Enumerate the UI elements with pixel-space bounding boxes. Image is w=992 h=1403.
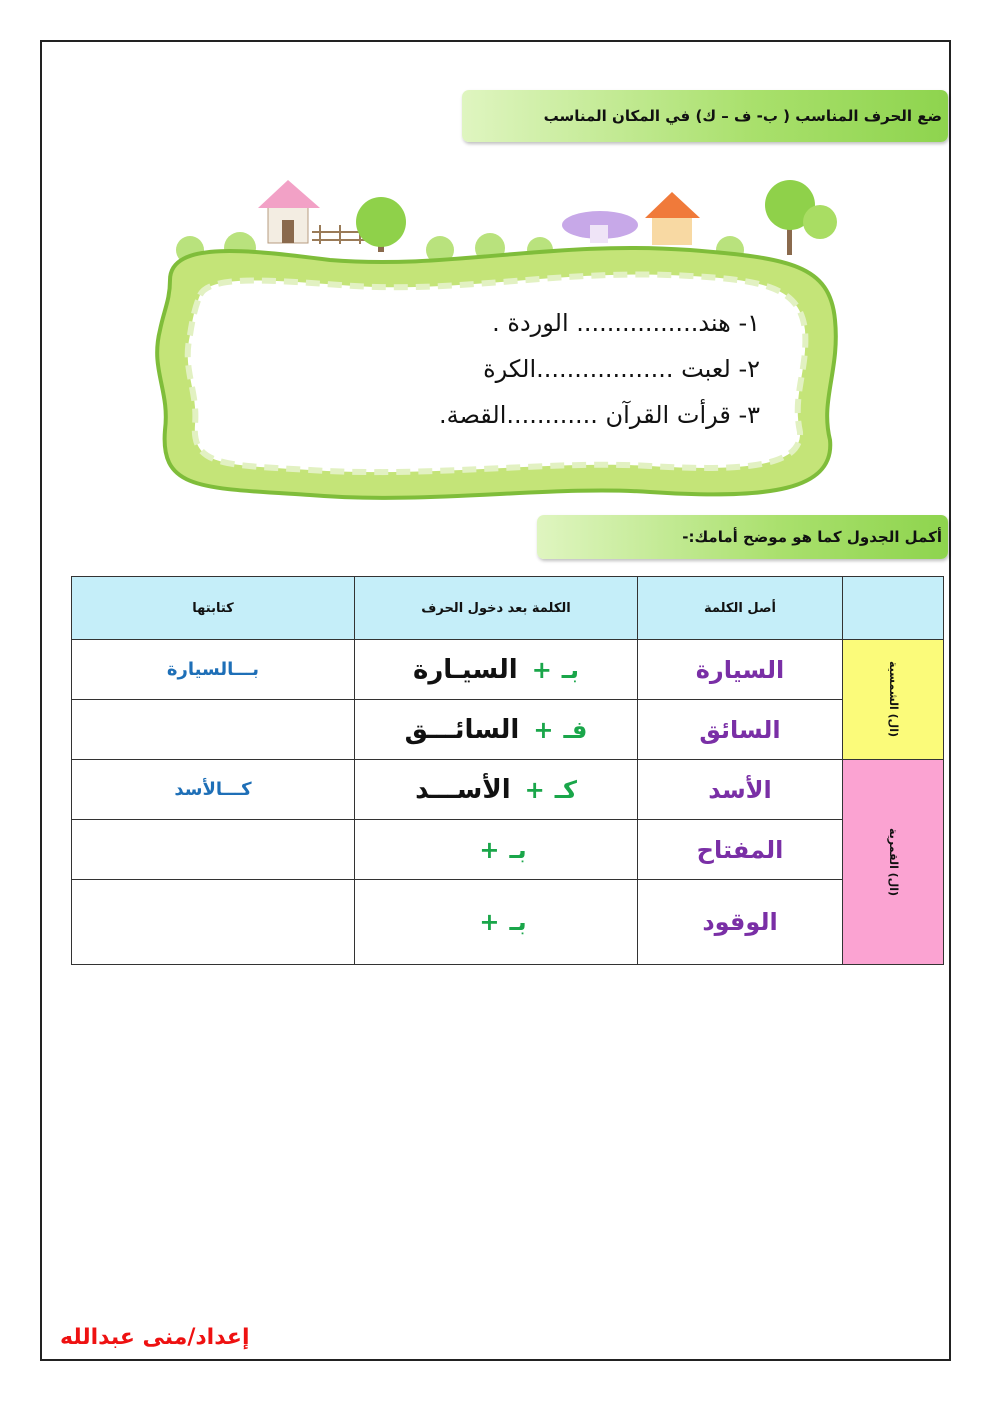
combined-cell — [355, 700, 638, 760]
tree-tall-icon — [765, 180, 837, 255]
header-written: كتابتها — [72, 577, 355, 640]
combined-cell — [355, 820, 638, 880]
combined-word: السيـارة — [412, 654, 518, 685]
origin-cell: السيارة — [638, 640, 843, 700]
sentence-2: ٢- لعبت ..................الكرة — [483, 355, 760, 383]
written-cell[interactable]: بـــالسيارة — [72, 640, 355, 700]
prefix-letter: فـ — [563, 715, 588, 744]
combined-word: الأســـد — [415, 774, 511, 805]
prefix-letter: كـ — [554, 775, 577, 804]
word-table — [71, 576, 944, 965]
written-cell[interactable] — [72, 700, 355, 760]
written-cell[interactable] — [72, 820, 355, 880]
exercise1-instruction-banner — [462, 90, 948, 142]
plus-sign: + — [524, 775, 545, 804]
house-left-icon — [258, 180, 320, 243]
plus-sign: + — [533, 715, 554, 744]
header-category — [843, 577, 944, 640]
sentence-3: ٣- قرأت القرآن ............القصة. — [438, 401, 760, 429]
exercise1-sentences — [300, 300, 760, 438]
origin-cell: المفتاح — [638, 820, 843, 880]
combined-cell — [355, 760, 638, 820]
prefix-letter: بـ — [509, 835, 527, 864]
mushroom-house-icon — [562, 211, 638, 243]
exercise2-instruction: أكمل الجدول كما هو موضح أمامك:- — [682, 528, 942, 546]
plus-sign: + — [531, 655, 552, 684]
table-row — [72, 640, 944, 700]
prefix-letter: بـ — [509, 908, 527, 936]
tree-round-icon — [356, 197, 406, 252]
sentence-1: ١- هند................ الوردة . — [492, 309, 760, 337]
table-row — [72, 760, 944, 820]
house-right-icon — [645, 192, 700, 245]
prefix-letter: بـ — [561, 655, 580, 684]
category-moon-label: (ال) القمرية — [887, 827, 900, 897]
written-cell[interactable] — [72, 880, 355, 965]
table-row — [72, 700, 944, 760]
origin-cell: الوقود — [638, 880, 843, 965]
header-combined: الكلمة بعد دخول الحرف — [355, 577, 638, 640]
written-cell[interactable]: كـــالأسد — [72, 760, 355, 820]
combined-cell — [355, 880, 638, 965]
exercise1-instruction: ضع الحرف المناسب ( ب- ف – ك) في المكان المناسب — [543, 106, 942, 125]
origin-cell: السائق — [638, 700, 843, 760]
origin-cell: الأسد — [638, 760, 843, 820]
combined-word: السائـــق — [404, 714, 520, 745]
table-header-row — [72, 577, 944, 640]
category-sun-cell — [843, 640, 944, 760]
plus-sign: + — [479, 908, 500, 936]
table-row — [72, 820, 944, 880]
combined-cell — [355, 640, 638, 700]
category-moon-cell — [843, 760, 944, 965]
category-sun-label: (ال) الشمسية — [887, 661, 900, 738]
exercise2-instruction-banner — [537, 515, 948, 559]
header-origin: أصل الكلمة — [638, 577, 843, 640]
author-credit: إعداد/منى عبدالله — [60, 1325, 250, 1350]
plus-sign: + — [479, 835, 500, 864]
table-row — [72, 880, 944, 965]
